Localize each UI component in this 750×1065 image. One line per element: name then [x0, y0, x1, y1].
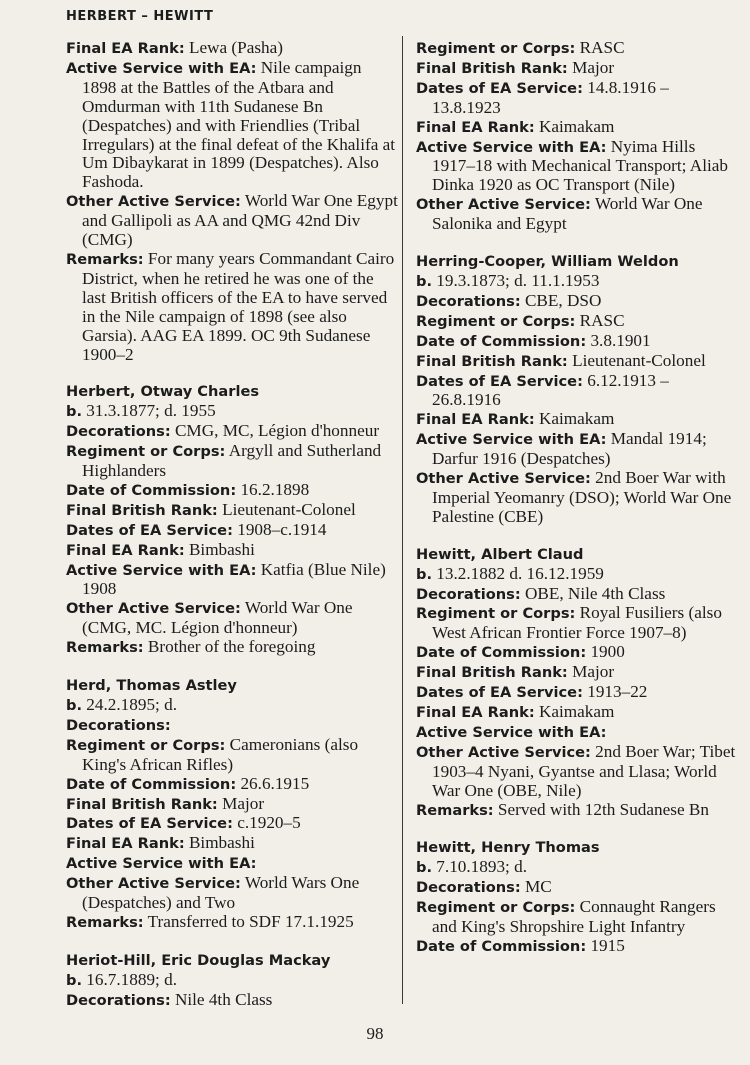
- entry-field: [66, 696, 398, 716]
- field-label: b.: [66, 697, 82, 714]
- field-label: Final British Rank:: [416, 664, 568, 682]
- field-text: RASC: [575, 310, 625, 330]
- field-label: Other Active Service:: [416, 470, 591, 488]
- field-text: Nile 4th Class: [170, 989, 273, 1009]
- field-label: Decorations:: [416, 879, 521, 897]
- field-label: Regiment or Corps:: [416, 312, 576, 330]
- field-text: Kaimakam: [534, 702, 615, 721]
- field-label: Final British Rank:: [66, 795, 218, 813]
- field-label: b.: [416, 565, 432, 583]
- field-text: 1915: [586, 935, 625, 955]
- field-label: Final British Rank:: [416, 59, 568, 77]
- entry-field: [416, 195, 738, 234]
- field-label: Other Active Service:: [66, 193, 241, 211]
- field-label: Date of Commission:: [66, 775, 237, 793]
- field-label: Remarks:: [66, 913, 144, 931]
- field-text: 2nd Boer War; Tibet 1903–4 Nyani, Gyantse and Llasa; World War One (OBE, Nile): [432, 741, 736, 800]
- field-label: Active Service with EA:: [66, 59, 257, 77]
- field-label: Final British Rank:: [416, 352, 568, 370]
- field-label: Date of Commission:: [416, 332, 587, 350]
- field-text: Kaimakam: [534, 409, 615, 429]
- field-text: RASC: [575, 38, 625, 57]
- entry-name: Hewitt, Henry Thomas: [416, 839, 600, 857]
- field-label: Decorations:: [66, 991, 171, 1009]
- field-text: 14.8.1916 – 13.8.1923: [432, 77, 669, 117]
- entry-field: [416, 643, 738, 663]
- field-label: Remarks:: [66, 639, 144, 657]
- entry-field: [416, 312, 738, 332]
- field-label: Final EA Rank:: [66, 40, 185, 57]
- entry-field: [66, 874, 398, 913]
- field-label: Remarks:: [416, 801, 494, 819]
- field-text: 31.3.1877; d. 1955: [82, 401, 216, 421]
- field-text: 1900: [586, 642, 625, 662]
- field-text: Nile campaign 1898 at the Battles of the Atbara and Omdurman with 11th Sudanese Bn (Despatches) and with Friendlies (Tribal Irregulars) at the final defeat of the Khalifa at Um Dibaykarat in 1899 (Despatches). Also Fashoda.: [82, 57, 396, 192]
- field-text: MC: [520, 877, 552, 897]
- field-text: Major: [567, 57, 615, 77]
- entry-field: [416, 663, 738, 683]
- field-label: Final EA Rank:: [66, 835, 185, 853]
- field-label: Other Active Service:: [416, 743, 591, 761]
- field-label: Dates of EA Service:: [66, 521, 233, 539]
- field-label: Remarks:: [66, 250, 144, 268]
- entry-name: Herd, Thomas Astley: [66, 677, 237, 695]
- entry-field: [66, 402, 398, 422]
- field-text: Major: [217, 793, 265, 813]
- field-label: Dates of EA Service:: [416, 684, 583, 702]
- field-label: Regiment or Corps:: [416, 899, 576, 917]
- entry-name: Herring-Cooper, William Weldon: [416, 253, 679, 271]
- field-label: Active Service with EA:: [416, 431, 607, 449]
- field-text: World War One (CMG, MC. Légion d'honneur): [82, 598, 353, 638]
- field-text: Brother of the foregoing: [143, 637, 316, 657]
- field-text: Bimbashi: [184, 833, 255, 853]
- field-text: 19.3.1873; d. 11.1.1953: [432, 270, 600, 290]
- entry-field: [416, 703, 738, 723]
- field-text: 16.2.1898: [236, 479, 310, 499]
- entry-field: [66, 775, 398, 795]
- entry-field: [416, 683, 738, 703]
- field-text: 24.2.1895; d.: [82, 695, 178, 714]
- field-label: Active Service with EA:: [416, 138, 607, 156]
- field-label: Final British Rank:: [66, 501, 218, 519]
- field-label: Final EA Rank:: [416, 118, 535, 136]
- entry-field: [416, 352, 738, 372]
- field-label: Final EA Rank:: [416, 411, 535, 429]
- field-text: 6.12.1913 – 26.8.1916: [432, 370, 669, 410]
- field-label: Regiment or Corps:: [416, 40, 576, 57]
- field-label: Active Service with EA:: [66, 561, 257, 579]
- entry: [66, 677, 398, 933]
- entry-field: [416, 604, 738, 643]
- field-label: b.: [416, 272, 432, 290]
- field-text: Katfia (Blue Nile) 1908: [82, 559, 386, 599]
- entry-field: [66, 814, 398, 834]
- entry-field: [416, 801, 738, 821]
- field-text: 2nd Boer War with Imperial Yeomanry (DSO); World War One Palestine (CBE): [432, 468, 732, 526]
- entry-field: [416, 858, 738, 878]
- entry-name: Hewitt, Albert Claud: [416, 545, 584, 563]
- entry-field: [416, 79, 738, 118]
- field-label: Active Service with EA:: [416, 723, 607, 741]
- entry-field: [66, 795, 398, 815]
- field-label: Dates of EA Service:: [66, 815, 233, 833]
- field-label: Regiment or Corps:: [66, 736, 226, 754]
- field-text: Major: [567, 662, 615, 682]
- entry-field: [66, 561, 398, 600]
- field-text: 1913–22: [582, 682, 648, 702]
- entry-field: [66, 422, 398, 442]
- entry-field: [66, 913, 398, 933]
- left-column: [66, 39, 398, 1011]
- field-label: b.: [416, 859, 432, 877]
- field-text: Argyll and Sutherland Highlanders: [82, 441, 382, 481]
- field-text: OBE, Nile 4th Class: [520, 583, 666, 603]
- field-text: 7.10.1893; d.: [432, 857, 528, 877]
- entry-name: Herbert, Otway Charles: [66, 383, 260, 401]
- field-text: Lieutenant-Colonel: [217, 499, 356, 519]
- entry-field: [66, 192, 398, 250]
- entry-field: [66, 716, 398, 736]
- field-label: Dates of EA Service:: [416, 79, 583, 97]
- field-label: b.: [66, 971, 82, 989]
- entry-field: [66, 481, 398, 501]
- field-text: CMG, MC, Légion d'honneur: [170, 421, 380, 441]
- entry: [66, 952, 398, 1011]
- column-divider: [402, 36, 403, 1004]
- field-text: Royal Fusiliers (also West African Frontier Force 1907–8): [432, 603, 722, 643]
- entry-field: [416, 138, 738, 196]
- field-label: Other Active Service:: [66, 600, 241, 618]
- field-label: Decorations:: [66, 423, 171, 441]
- entry-field: [416, 118, 738, 138]
- field-text: Kaimakam: [534, 116, 615, 136]
- field-text: Served with 12th Sudanese Bn: [493, 799, 709, 819]
- field-text: 13.2.1882 d. 16.12.1959: [432, 563, 604, 583]
- field-label: Decorations:: [416, 585, 521, 603]
- field-text: World Wars One (Despatches) and Two: [82, 873, 360, 913]
- entry-field: [416, 743, 738, 801]
- entry-field: [66, 834, 398, 854]
- entry-field: [416, 372, 738, 411]
- field-text: CBE, DSO: [520, 290, 602, 310]
- field-text: Cameronians (also King's African Rifles): [82, 734, 359, 774]
- entry-field: [416, 292, 738, 312]
- field-text: World War One Egypt and Gallipoli as AA and QMG 42nd Div (CMG): [82, 191, 398, 250]
- field-label: Final EA Rank:: [416, 704, 535, 721]
- field-label: b.: [66, 403, 82, 421]
- entry-field: [66, 854, 398, 874]
- entry-field: [416, 585, 738, 605]
- entry-field: [66, 521, 398, 541]
- field-text: 1908–c.1914: [232, 519, 327, 539]
- field-text: 3.8.1901: [586, 330, 651, 350]
- field-label: Dates of EA Service:: [416, 372, 583, 390]
- field-text: c.1920–5: [232, 813, 301, 833]
- entry-field: [416, 469, 738, 527]
- entry-field: [66, 599, 398, 638]
- field-label: Regiment or Corps:: [416, 605, 576, 623]
- field-text: World War One Salonika and Egypt: [432, 194, 703, 234]
- entry-field: [416, 272, 738, 292]
- entry-field: [416, 410, 738, 430]
- field-label: Decorations:: [66, 716, 171, 734]
- entry: [416, 39, 738, 234]
- entry: [416, 546, 738, 821]
- entry-field: [416, 430, 738, 469]
- entry-field: [416, 565, 738, 585]
- field-label: Decorations:: [416, 292, 521, 310]
- entry-field: [416, 59, 738, 79]
- field-text: Nyima Hills 1917–18 with Mechanical Transport; Aliab Dinka 1920 as OC Transport (Nile): [432, 136, 728, 195]
- entry-field: [66, 442, 398, 481]
- field-text: Bimbashi: [184, 539, 255, 559]
- entry: [66, 383, 398, 658]
- field-text: For many years Commandant Cairo District, when he retired he was one of the last British officers of the EA to have served in the Nile campaign of 1898 (see also Garsia). AAG EA 1899. OC 9th Sudanese 1900–2: [82, 248, 395, 364]
- field-label: Active Service with EA:: [66, 855, 257, 873]
- field-text: Lieutenant-Colonel: [567, 350, 706, 370]
- entry: [416, 253, 738, 527]
- field-label: Date of Commission:: [416, 937, 587, 955]
- field-text: 26.6.1915: [236, 773, 310, 793]
- running-head: HERBERT – HEWITT: [66, 9, 214, 24]
- entry-field: [66, 541, 398, 561]
- field-label: Other Active Service:: [66, 875, 241, 893]
- entry-field: [66, 250, 398, 364]
- entry-field: [66, 736, 398, 775]
- entry-field: [416, 937, 738, 957]
- field-text: Transferred to SDF 17.1.1925: [143, 911, 354, 931]
- page-number: 98: [366, 1024, 384, 1043]
- field-label: Other Active Service:: [416, 196, 591, 214]
- entry: [416, 839, 738, 956]
- entry: [66, 39, 398, 364]
- entry-field: [416, 878, 738, 898]
- entry-field: [66, 501, 398, 521]
- entry-field: [66, 991, 398, 1011]
- entry-field: [416, 898, 738, 937]
- field-text: Connaught Rangers and King's Shropshire Light Infantry: [432, 897, 716, 937]
- entry-field: [66, 638, 398, 658]
- field-label: Regiment or Corps:: [66, 443, 226, 461]
- field-text: Lewa (Pasha): [184, 38, 283, 57]
- entry-field: [66, 39, 398, 59]
- entry-field: [66, 59, 398, 192]
- entry-field: [416, 39, 738, 59]
- field-label: Final EA Rank:: [66, 541, 185, 559]
- field-text: 16.7.1889; d.: [82, 969, 178, 989]
- field-text: Mandal 1914; Darfur 1916 (Despatches): [432, 429, 707, 469]
- field-label: Date of Commission:: [66, 481, 237, 499]
- right-column: [416, 39, 738, 957]
- field-label: Date of Commission:: [416, 644, 587, 662]
- entry-field: [66, 971, 398, 991]
- entry-field: [416, 332, 738, 352]
- entry-name: Heriot-Hill, Eric Douglas Mackay: [66, 951, 331, 969]
- entry-field: [416, 723, 738, 743]
